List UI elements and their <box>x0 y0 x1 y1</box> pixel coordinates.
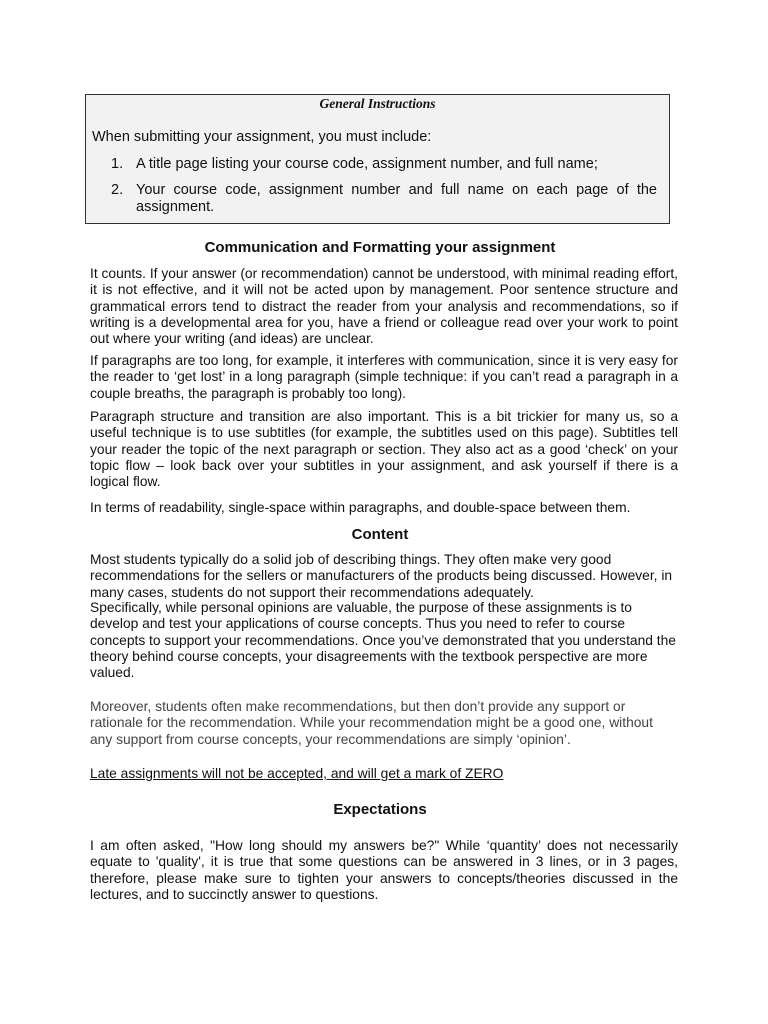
communication-paragraph-4: In terms of readability, single-space within paragraphs, and double-space between them. <box>90 500 631 515</box>
general-instructions-intro: When submitting your assignment, you must include: <box>92 129 432 145</box>
expectations-paragraph: I am often asked, "How long should my answers be?" While ‘quantity’ does not necessarily equate to 'quality', it is true that some questions can be answered in 3 lines, or in 3 pages, therefore, please make sure to tighten your answers to concepts/theories discussed in the lectures, and to succinctly answer to questions. <box>90 838 678 902</box>
expectations-heading: Expectations <box>333 801 427 818</box>
communication-heading: Communication and Formatting your assignment <box>204 239 556 256</box>
content-paragraph-2: Specifically, while personal opinions are valuable, the purpose of these assignments is to develop and test your applications of course concepts. Thus you need to refer to course concepts to support your recommendations. Once you’ve demonstrated that you understand the theory behind course concepts, your disagreements with the textbook perspective are more valued. <box>90 600 676 681</box>
content-paragraph-3: Moreover, students often make recommendations, but then don’t provide any support or rationale for the recommendation. While your recommendation might be a good one, without any support from course concepts, your recommendations are simply ‘opinion’. <box>90 699 653 747</box>
instructions-list <box>111 156 657 225</box>
content-paragraph-1: Most students typically do a solid job of describing things. They often make very good recommendations for the sellers or manufacturers of the products being discussed. However, in many cases, students do not support their recommendations adequately. <box>90 552 673 600</box>
list-item <box>111 182 657 216</box>
content-heading: Content <box>351 526 409 543</box>
communication-paragraph-2: If paragraphs are too long, for example, it interferes with communication, since it is very easy for the reader to ‘get lost’ in a long paragraph (simple technique: if you can’t read a paragraph in a couple breaths, the paragraph is probably too long). <box>90 353 678 401</box>
general-instructions-title: General Instructions <box>319 96 436 111</box>
list-item-text: A title page listing your course code, assignment number, and full name; <box>136 156 598 172</box>
late-assignments-notice: Late assignments will not be accepted, and will get a mark of ZERO <box>90 766 504 781</box>
list-item-number: 1. <box>111 156 124 172</box>
list-item-number: 2. <box>111 182 124 198</box>
list-item <box>111 156 657 173</box>
general-instructions-box <box>85 94 670 224</box>
list-item-text: Your course code, assignment number and full name on each page of the assignment. <box>136 182 657 215</box>
communication-paragraph-1: It counts. If your answer (or recommendation) cannot be understood, with minimal reading effort, it is not effective, and it will not be acted upon by management. Poor sentence structure and grammatical errors tend to distract the reader from your analysis and recommendations, so if writing is a developmental area for you, have a friend or colleague read over your work to point out where your writing (and ideas) are unclear. <box>90 266 678 347</box>
communication-paragraph-3: Paragraph structure and transition are also important. This is a bit trickier for many us, so a useful technique is to use subtitles (for example, the subtitles used on this page). Subtitles tell your reader the topic of the next paragraph or section. They also act as a good ‘check’ on your topic flow – look back over your subtitles in your assignment, and ask yourself if there is a logical flow. <box>90 409 678 490</box>
